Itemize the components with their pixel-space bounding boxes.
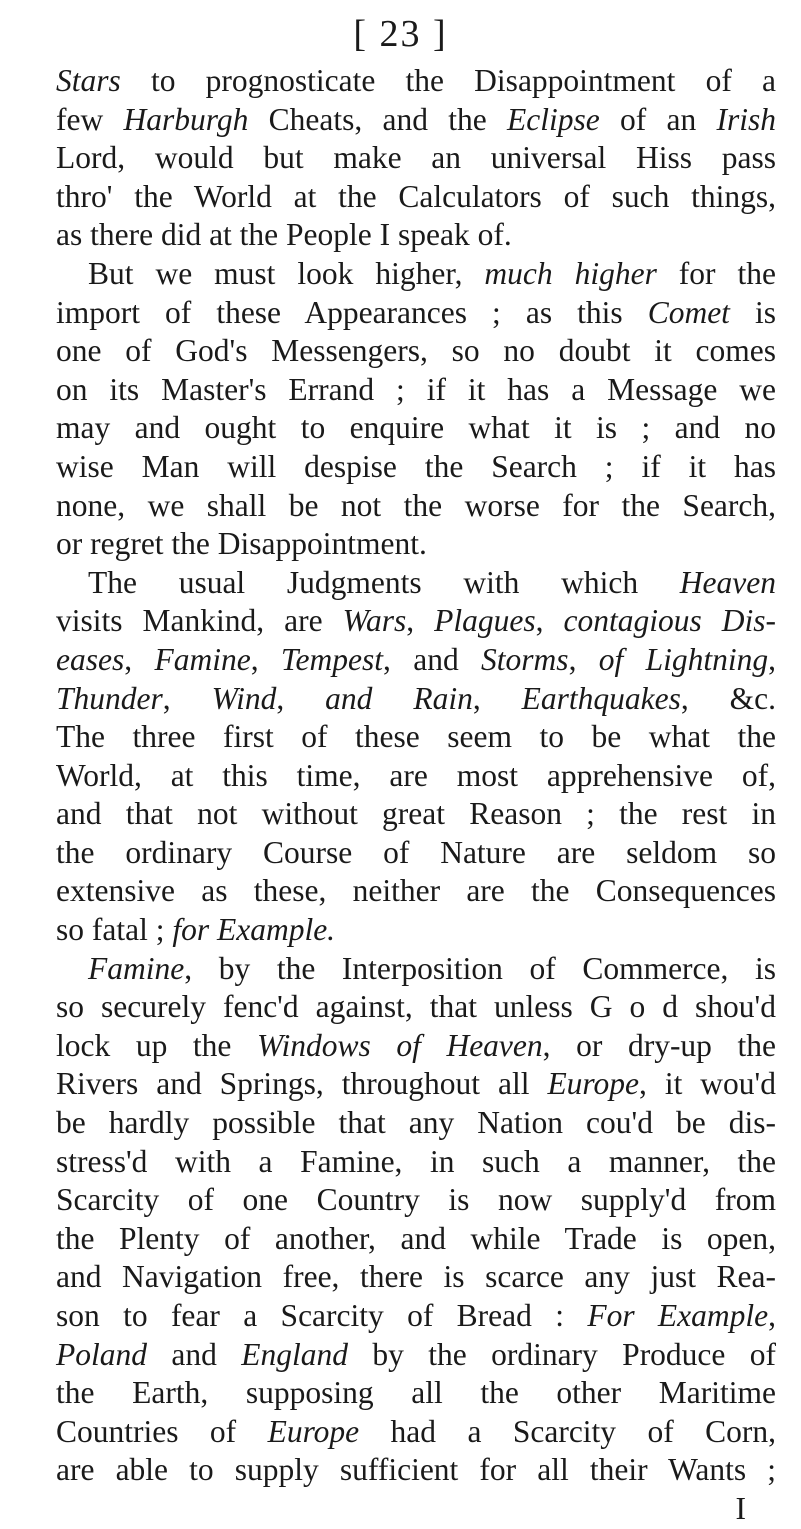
text-run: Rivers and Springs, throughout all <box>56 1066 548 1102</box>
text-line <box>56 1143 776 1182</box>
text-run: , <box>568 641 599 677</box>
text-run: import of these Appearances ; as this <box>56 294 648 330</box>
text-line <box>56 602 776 641</box>
text-run: and that not without great Reason ; the rest in <box>56 796 776 832</box>
text-line <box>56 1374 776 1413</box>
text-run: The usual Judgments with which <box>88 564 680 600</box>
text-run: by the ordinary Produce of <box>347 1336 777 1372</box>
text-run: the Earth, supposing all the other Maritime <box>56 1375 776 1411</box>
text-run: is <box>729 294 776 330</box>
text-run: Scarcity of one Country is now supply'd from <box>56 1182 776 1218</box>
text-line <box>56 1027 776 1066</box>
text-run: , or dry-up the <box>542 1027 777 1063</box>
text-line <box>56 641 776 680</box>
catchword: I <box>735 1490 746 1526</box>
text-line <box>56 988 776 1027</box>
text-run: or regret the Disappointment. <box>56 526 427 562</box>
italic-text: For Example <box>587 1298 769 1333</box>
italic-text: much higher <box>484 255 657 291</box>
italic-text: Comet <box>647 294 730 330</box>
text-run: , <box>472 680 522 716</box>
text-line <box>56 1297 776 1336</box>
text-line <box>56 564 776 603</box>
italic-text: Tempest <box>280 641 384 677</box>
text-run: visits Mankind, are <box>56 603 343 639</box>
text-line <box>56 139 776 178</box>
text-line <box>56 332 776 371</box>
page-number: [ 23 ] <box>353 13 448 55</box>
italic-text: Eclipse <box>506 101 600 137</box>
italic-text: Plagues <box>434 603 536 639</box>
text-line <box>56 371 776 410</box>
italic-text: contagious Dis- <box>563 603 777 639</box>
italic-text: England <box>241 1336 348 1372</box>
text-run: , <box>768 641 777 677</box>
text-run: wise Man will despise the Search ; if it has <box>56 448 776 484</box>
text-line <box>56 62 776 101</box>
text-run: , it wou'd <box>639 1066 776 1102</box>
text-run: and <box>147 1336 242 1372</box>
body-text <box>56 62 776 1529</box>
text-line <box>56 1336 776 1375</box>
text-line <box>56 950 776 989</box>
italic-text: Famine <box>154 641 251 677</box>
italic-text: Earthquakes <box>521 680 681 716</box>
text-run: had a Scarcity of Corn, <box>359 1413 776 1449</box>
italic-text: Irish <box>716 101 776 137</box>
text-line <box>56 911 776 950</box>
text-run: , <box>250 641 281 677</box>
italic-text: Harburgh <box>123 101 249 137</box>
italic-text: Thunder <box>56 680 163 716</box>
text-run: Lord, would but make an universal Hiss pass <box>56 140 776 176</box>
text-run: , by the Interposition of Commerce, is <box>184 950 776 986</box>
text-line <box>56 448 776 487</box>
text-run: few <box>56 101 124 137</box>
text-run: one of God's Messengers, so no doubt it comes <box>56 333 776 369</box>
text-line <box>56 178 776 217</box>
text-line <box>56 1451 776 1490</box>
text-run: , <box>406 603 435 639</box>
text-run: , <box>124 641 155 677</box>
text-run: , <box>162 680 212 716</box>
text-line <box>56 680 776 719</box>
italic-text: Heaven <box>679 564 776 600</box>
text-line <box>56 525 776 564</box>
text-run: to prognosticate the Disappointment of a <box>120 63 776 98</box>
text-run: World, at this time, are most apprehensive of, <box>56 757 776 793</box>
text-run: But we must look higher, <box>88 255 485 291</box>
text-run: the Plenty of another, and while Trade is open, <box>56 1220 776 1256</box>
text-line <box>56 1181 776 1220</box>
italic-text: Storms <box>481 641 569 677</box>
italic-text: for Example. <box>172 912 336 948</box>
text-line <box>56 757 776 796</box>
text-run: are able to supply sufficient for all their Wants ; <box>56 1452 776 1488</box>
text-run: on its Master's Errand ; if it has a Message we <box>56 371 776 407</box>
italic-text: Wind <box>211 680 277 716</box>
text-line <box>56 718 776 757</box>
text-line <box>56 1104 776 1143</box>
text-line <box>56 795 776 834</box>
text-run: thro' the World at the Calculators of such things, <box>56 178 776 214</box>
text-run: lock up the <box>56 1027 257 1063</box>
text-run: for the <box>656 255 776 291</box>
text-run: extensive as these, neither are the Consequences <box>56 873 776 909</box>
italic-text: Famine <box>88 950 185 986</box>
italic-text: Stars <box>56 63 121 98</box>
text-run: and Navigation free, there is scarce any just Rea- <box>56 1259 776 1295</box>
text-run: stress'd with a Famine, in such a manner, the <box>56 1143 776 1179</box>
text-run: , <box>276 680 326 716</box>
text-run: as there did at the People I speak of. <box>56 217 512 253</box>
italic-text: Poland <box>56 1336 147 1372</box>
text-run: son to fear a Scarcity of Bread : <box>56 1298 588 1333</box>
text-line <box>56 255 776 294</box>
text-line <box>56 1413 776 1452</box>
text-line <box>56 409 776 448</box>
text-run: be hardly possible that any Nation cou'd be dis- <box>56 1105 776 1141</box>
text-run: Cheats, and the <box>248 101 507 137</box>
text-run: , <box>535 603 564 639</box>
text-line <box>56 872 776 911</box>
text-run: so securely fenc'd against, that unless G o d shou'd <box>56 989 776 1025</box>
text-line <box>56 834 776 873</box>
italic-text: Europe <box>267 1413 360 1449</box>
text-run: The three first of these seem to be what the <box>56 719 776 755</box>
text-run: of an <box>599 101 717 137</box>
text-run: , &c. <box>680 680 777 716</box>
text-run: so fatal ; <box>56 912 173 948</box>
italic-text: Windows of Heaven <box>257 1027 543 1063</box>
italic-text: Europe <box>547 1066 639 1102</box>
text-line <box>56 487 776 526</box>
text-line <box>56 1258 776 1297</box>
italic-text: and Rain <box>325 680 473 716</box>
text-run: may and ought to enquire what it is ; and no <box>56 410 776 446</box>
text-run: Countries of <box>56 1413 268 1449</box>
text-run: none, we shall be not the worse for the Search, <box>56 487 776 523</box>
italic-text: of Lightning <box>598 641 769 677</box>
text-line <box>56 101 776 140</box>
text-run: , <box>768 1298 776 1333</box>
italic-text: eases <box>56 641 125 677</box>
text-line <box>56 294 776 333</box>
text-run: , and <box>383 641 482 677</box>
text-run: the ordinary Course of Nature are seldom so <box>56 834 776 870</box>
italic-text: Wars <box>342 603 407 639</box>
text-line <box>56 1065 776 1104</box>
text-line <box>56 1220 776 1259</box>
text-line <box>56 216 776 255</box>
